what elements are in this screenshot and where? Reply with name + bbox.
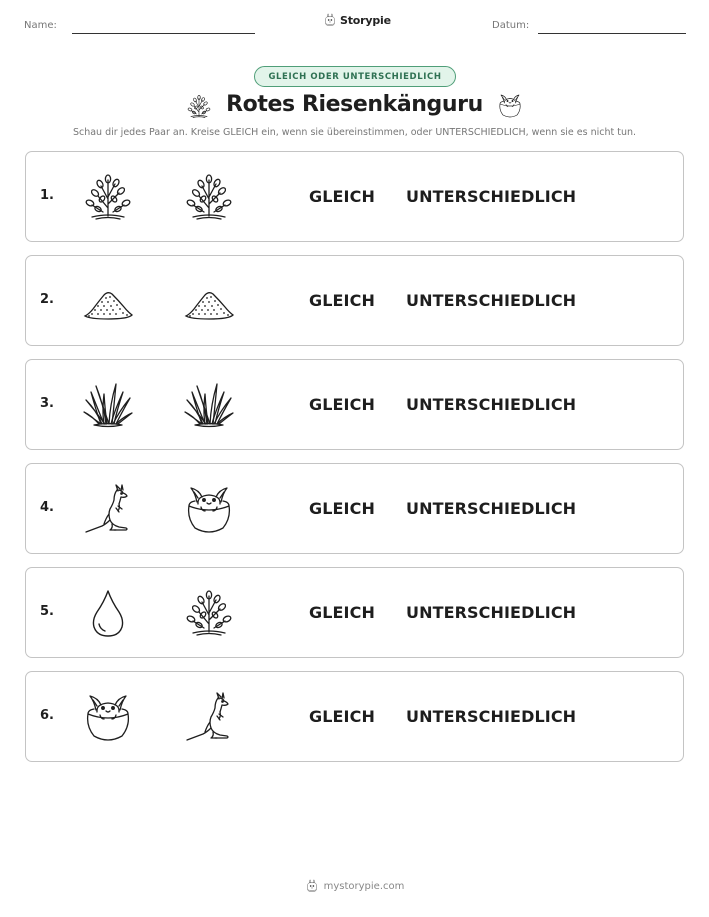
date-field[interactable] <box>538 33 686 34</box>
option-different[interactable]: UNTERSCHIEDLICH <box>406 291 577 310</box>
option-different[interactable]: UNTERSCHIEDLICH <box>406 499 577 518</box>
option-different[interactable]: UNTERSCHIEDLICH <box>406 707 577 726</box>
instructions: Schau dir jedes Paar an. Kreise GLEICH ein, wenn sie übereinstimmen, oder UNTERSCHIEDLICH, wenn sie es nicht tun. <box>72 127 637 138</box>
question-number: 4. <box>40 500 54 515</box>
option-different[interactable]: UNTERSCHIEDLICH <box>406 603 577 622</box>
joey-in-pouch-icon <box>497 93 523 119</box>
grass-tuft-icon <box>183 380 235 432</box>
footer <box>0 879 709 893</box>
name-label: Name: <box>24 20 57 31</box>
question-row <box>25 359 684 450</box>
option-different[interactable]: UNTERSCHIEDLICH <box>406 395 577 414</box>
water-drop-icon <box>82 588 134 640</box>
question-row <box>25 463 684 554</box>
option-same[interactable]: GLEICH <box>309 707 375 726</box>
question-row <box>25 567 684 658</box>
question-number: 3. <box>40 396 54 411</box>
question-row <box>25 255 684 346</box>
question-number: 2. <box>40 292 54 307</box>
name-field[interactable] <box>72 33 255 34</box>
brand-name: Storypie <box>340 13 391 27</box>
option-same[interactable]: GLEICH <box>309 603 375 622</box>
question-row <box>25 151 684 242</box>
grass-tuft-icon <box>82 380 134 432</box>
joey-in-pouch-icon <box>82 692 134 744</box>
option-same[interactable]: GLEICH <box>309 291 375 310</box>
storypie-logo <box>323 13 391 27</box>
option-same[interactable]: GLEICH <box>309 499 375 518</box>
option-different[interactable]: UNTERSCHIEDLICH <box>406 187 577 206</box>
storypie-mascot-icon <box>305 879 319 893</box>
sand-pile-icon <box>82 276 134 328</box>
question-row <box>25 671 684 762</box>
kangaroo-icon <box>183 692 235 744</box>
shrub-icon <box>82 172 134 224</box>
shrub-icon <box>183 588 235 640</box>
question-number: 1. <box>40 188 54 203</box>
worksheet-type-badge: GLEICH ODER UNTERSCHIEDLICH <box>254 66 456 87</box>
storypie-mascot-icon <box>323 13 337 27</box>
joey-in-pouch-icon <box>183 484 235 536</box>
option-same[interactable]: GLEICH <box>309 187 375 206</box>
footer-url[interactable]: mystorypie.com <box>323 880 405 892</box>
shrub-icon <box>183 172 235 224</box>
page-title: Rotes Riesenkänguru <box>226 92 483 117</box>
date-label: Datum: <box>492 20 530 31</box>
question-number: 5. <box>40 604 54 619</box>
question-number: 6. <box>40 708 54 723</box>
kangaroo-icon <box>82 484 134 536</box>
sand-pile-icon <box>183 276 235 328</box>
option-same[interactable]: GLEICH <box>309 395 375 414</box>
